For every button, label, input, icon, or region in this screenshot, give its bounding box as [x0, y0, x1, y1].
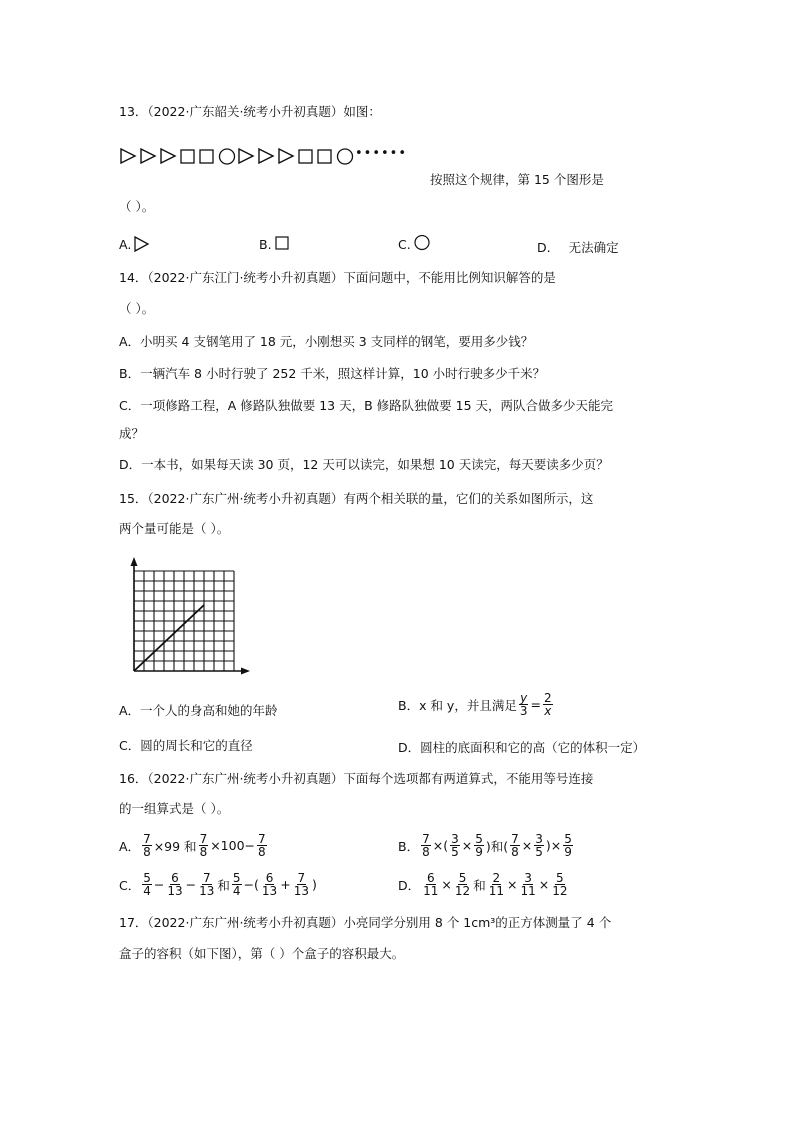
x-axis-arrow-icon — [241, 668, 250, 675]
q17-line-1: 17．（2022·广东广州·统考小升初真题）小亮同学分别用 8 个 1cm³的正方体测量了 4 个 — [119, 915, 612, 930]
q13-stem: 13．（2022·广东韶关·统考小升初真题）如图： — [119, 104, 381, 119]
triangle-icon — [121, 149, 135, 163]
triangle-icon — [161, 149, 175, 163]
triangle-icon — [132, 235, 150, 253]
q14-option-c[interactable]: C．一项修路工程，A 修路队独做要 13 天，B 修路队独做要 15 天，两队合做多少天能完 — [119, 398, 614, 413]
q13-blank: （ ）。 — [119, 199, 155, 214]
proportion-graph — [122, 555, 254, 677]
q14-stem: 14．（2022·广东江门·统考小升初真题）下面问题中，不能用比例知识解答的是 — [119, 270, 556, 285]
q13-option-c[interactable]: C. — [398, 235, 432, 253]
fraction: $\frac{y}{3}$ — [519, 691, 528, 718]
q16-option-a[interactable]: A． $\frac{7}{8}$ ×99 和 $\frac{7}{8}$ ×100− $\frac{7}{8}$ — [119, 832, 266, 859]
q16-stem-2: 的一组算式是（ ）。 — [119, 801, 230, 816]
q13-rule: 按照这个规律，第 15 个图形是 — [430, 172, 604, 187]
q13-option-b[interactable]: B. — [259, 235, 291, 253]
q15-option-b[interactable]: B．x 和 y，并且满足 $\frac{y}{3}$ = $\frac{2}{x}$ — [398, 691, 552, 718]
fraction: $\frac{2}{x}$ — [543, 691, 552, 718]
square-icon — [318, 150, 331, 163]
q14-option-b[interactable]: B．一辆汽车 8 小时行驶了 252 千米，照这样计算，10 小时行驶多少千米？ — [119, 366, 546, 381]
circle-icon — [220, 149, 235, 164]
triangle-icon — [141, 149, 155, 163]
circle-icon — [412, 235, 432, 253]
square-icon — [273, 235, 291, 253]
triangle-icon — [259, 149, 273, 163]
q15-option-d[interactable]: D．圆柱的底面积和它的高（它的体积一定） — [398, 740, 646, 755]
triangle-icon — [279, 149, 293, 163]
q14-blank: （ ）。 — [119, 301, 155, 316]
q13-option-a[interactable]: A. — [119, 235, 150, 253]
q17-line-2: 盒子的容积（如下图），第（ ）个盒子的容积最大。 — [119, 946, 405, 961]
circle-icon — [338, 149, 353, 164]
square-icon — [200, 150, 213, 163]
q16-option-c[interactable]: C． $\frac{5}{4}$ − $\frac{6}{13}$ − $\frac{7}{13}$ 和 $\frac{5}{4}$ −( $\frac{6}{13}$ + $\frac{7}{13}$ ) — [119, 871, 317, 898]
q16-option-b[interactable]: B． $\frac{7}{8}$ ×( $\frac{3}{5}$ × $\frac{5}{9}$ )和( $\frac{7}{8}$ × $\frac{3}{5}$ )× $\frac{5}{9}$ — [398, 832, 572, 859]
q15-stem-1: 15．（2022·广东广州·统考小升初真题）有两个相关联的量，它们的关系如图所示，这 — [119, 491, 594, 506]
q14-option-a[interactable]: A．小明买 4 支钢笔用了 18 元，小刚想买 3 支同样的钢笔，要用多少钱？ — [119, 334, 534, 349]
square-icon — [181, 150, 194, 163]
q13-option-d[interactable]: D. 无法确定 — [537, 240, 619, 255]
triangle-icon — [239, 149, 253, 163]
square-icon — [299, 150, 312, 163]
q13-pattern — [119, 146, 419, 166]
q16-stem-1: 16．（2022·广东广州·统考小升初真题）下面每个选项都有两道算式，不能用等号连接 — [119, 771, 594, 786]
q15-stem-2: 两个量可能是（ ）。 — [119, 521, 230, 536]
q16-option-d[interactable]: D． $\frac{6}{11}$ × $\frac{5}{12}$ 和 $\frac{2}{11}$ × $\frac{3}{11}$ × $\frac{5}{12}$ — [398, 871, 568, 898]
q15-option-c[interactable]: C．圆的周长和它的直径 — [119, 738, 253, 753]
q15-option-a[interactable]: A．一个人的身高和她的年龄 — [119, 703, 278, 718]
y-axis-arrow-icon — [131, 557, 138, 566]
q14-option-d[interactable]: D．一本书，如果每天读 30 页，12 天可以读完，如果想 10 天读完，每天要读多少页？ — [119, 457, 609, 472]
q14-option-c-cont: 成？ — [119, 426, 145, 441]
ellipsis-dots: •••••• — [355, 146, 408, 161]
q15-graph — [122, 555, 254, 677]
